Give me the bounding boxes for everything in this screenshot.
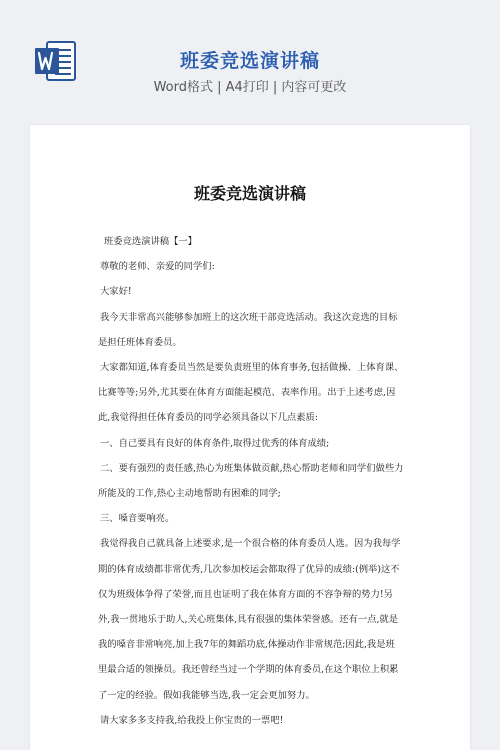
document-page (30, 125, 470, 750)
doc-paragraph: 我今天非常高兴能够参加班上的这次班干部竞选活动。我这次竞选的目标是担任班体育委员。 (98, 311, 398, 348)
doc-paragraph: 一、自己要具有良好的体育条件,取得过优秀的体育成绩; (100, 437, 330, 449)
page-title: 班委竞选演讲稿 (179, 50, 320, 72)
document-body (98, 229, 404, 733)
doc-paragraph: 我觉得我自己就具备上述要求,是一个很合格的体育委员人选。因为我每学期的体育成绩都非常优秀,几次参加校运会都取得了优异的成绩:(例举)这不仅为班级体争得了荣誉,而且也证明了我在体育方面的不容争辩的势力!另外,我一贯地乐于助人,关心班集体,具有很强的集体荣誉感。还有一点,就是我的嗓音非常响亮,加上我7年的舞蹈功底,体操动作非常规范;因此,我是班里最合适的领操员。我还曾经当过一个学期的体育委员,在这个职位上积累了一定的经验。假如我能够当选,我一定会更加努力。 (98, 538, 401, 701)
doc-paragraph: 三、嗓音要响亮。 (100, 513, 175, 525)
doc-paragraph: 请大家多多支持我,给我投上你宝贵的一票吧! (100, 714, 284, 726)
doc-paragraph: 二、要有强烈的责任感,热心为班集体做贡献,热心帮助老师和同学们做些力所能及的工作,热心主动地帮助有困难的同学; (98, 462, 404, 500)
doc-paragraph-greeting: 尊敬的老师、亲爱的同学们: (100, 261, 215, 273)
document-title: 班委竞选演讲稿 (193, 184, 306, 203)
doc-paragraph: 大家好! (100, 286, 132, 298)
doc-paragraph: 大家都知道,体育委员当然是要负责班里的体育事务,包括做操、上体育课、比赛等等;另外,尤其要在体育方面能起模范、表率作用。出于上述考虑,因此,我觉得担任体育委员的同学必须具备以下几点素质: (98, 362, 404, 424)
page-subtitle: Word格式 | A4打印 | 内容可更改 (153, 80, 347, 95)
page-header (0, 0, 500, 125)
doc-paragraph-heading: 班委竞选演讲稿【一】 (104, 236, 197, 247)
